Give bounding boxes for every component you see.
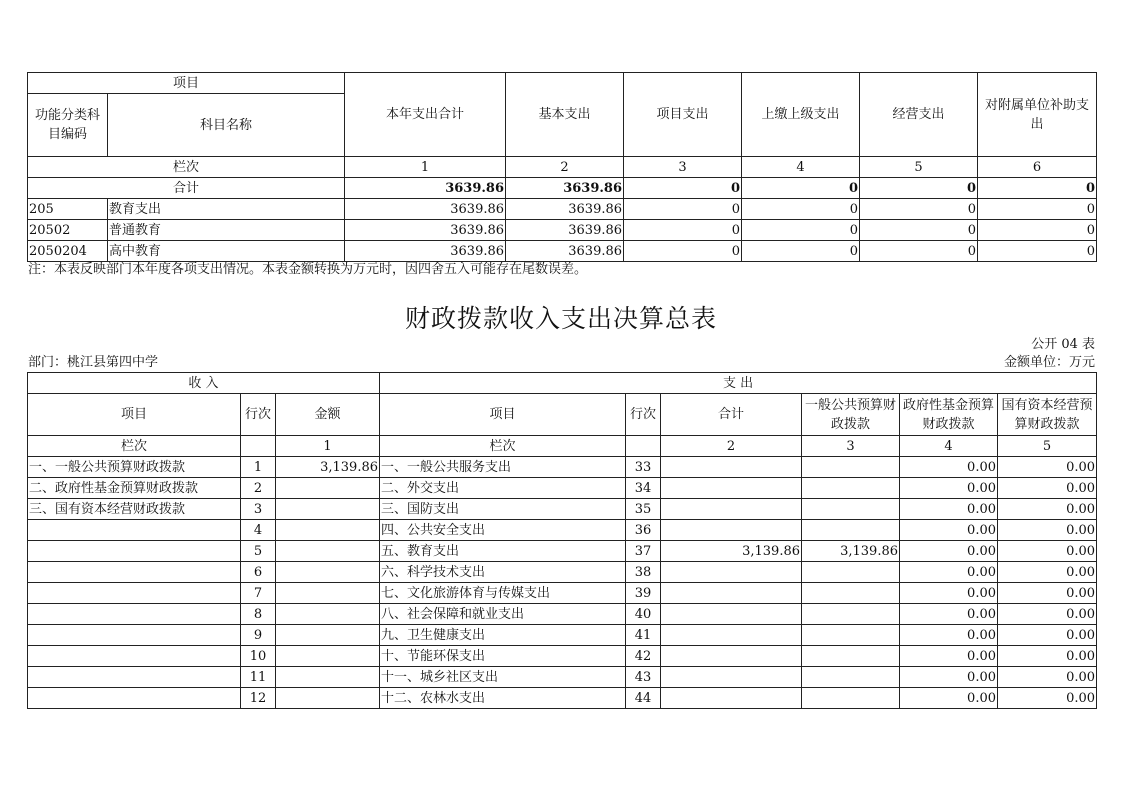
row-value: 0 bbox=[978, 220, 1097, 241]
income-item bbox=[28, 625, 241, 646]
header-subject-name: 科目名称 bbox=[108, 94, 345, 157]
income-amount bbox=[276, 562, 380, 583]
row-value: 0 bbox=[978, 241, 1097, 262]
general-budget-value bbox=[802, 688, 900, 709]
income-amount bbox=[276, 625, 380, 646]
header-income-item: 项目 bbox=[28, 394, 241, 436]
income-amount bbox=[276, 583, 380, 604]
gov-fund-value: 0.00 bbox=[900, 583, 998, 604]
general-budget-value bbox=[802, 478, 900, 499]
row-value: 0 bbox=[742, 220, 860, 241]
row-name: 教育支出 bbox=[108, 199, 345, 220]
table-note: 注：本表反映部门本年度各项支出情况。本表金额转换为万元时，因四舍五入可能存在尾数误差。 bbox=[28, 262, 588, 277]
column-number: 1 bbox=[345, 157, 506, 178]
income-line: 1 bbox=[241, 457, 276, 478]
row-code: 205 bbox=[28, 199, 108, 220]
general-budget-value bbox=[802, 457, 900, 478]
state-capital-value: 0.00 bbox=[998, 688, 1097, 709]
general-budget-value bbox=[802, 520, 900, 541]
expense-item: 八、社会保障和就业支出 bbox=[380, 604, 626, 625]
header-expense-total: 合计 bbox=[661, 394, 802, 436]
income-amount bbox=[276, 520, 380, 541]
income-amount bbox=[276, 499, 380, 520]
row-name: 高中教育 bbox=[108, 241, 345, 262]
general-budget-value bbox=[802, 499, 900, 520]
row-value: 3639.86 bbox=[506, 241, 624, 262]
table-row bbox=[28, 646, 1097, 667]
state-capital-value: 0.00 bbox=[998, 625, 1097, 646]
expense-line: 44 bbox=[626, 688, 661, 709]
general-budget-value bbox=[802, 646, 900, 667]
header-state-capital: 国有资本经营预算财政拨款 bbox=[998, 394, 1097, 436]
table-row bbox=[28, 688, 1097, 709]
total-value: 0 bbox=[978, 178, 1097, 199]
state-capital-value: 0.00 bbox=[998, 541, 1097, 562]
expense-total bbox=[661, 604, 802, 625]
expense-item: 九、卫生健康支出 bbox=[380, 625, 626, 646]
amount-unit-label: 金额单位：万元 bbox=[1003, 355, 1095, 370]
general-budget-value bbox=[802, 562, 900, 583]
expense-total: 3,139.86 bbox=[661, 541, 802, 562]
total-value: 0 bbox=[624, 178, 742, 199]
gov-fund-value: 0.00 bbox=[900, 688, 998, 709]
expense-line: 40 bbox=[626, 604, 661, 625]
gov-fund-value: 0.00 bbox=[900, 478, 998, 499]
expense-item: 二、外交支出 bbox=[380, 478, 626, 499]
row-value: 0 bbox=[860, 199, 978, 220]
total-value: 0 bbox=[742, 178, 860, 199]
gov-fund-value: 0.00 bbox=[900, 457, 998, 478]
income-item bbox=[28, 667, 241, 688]
row-value: 3639.86 bbox=[345, 220, 506, 241]
income-line: 12 bbox=[241, 688, 276, 709]
table-row bbox=[28, 583, 1097, 604]
income-line: 2 bbox=[241, 478, 276, 499]
row-value: 3639.86 bbox=[345, 199, 506, 220]
income-amount bbox=[276, 667, 380, 688]
table-row bbox=[28, 457, 1097, 478]
expense-line: 43 bbox=[626, 667, 661, 688]
total-value: 0 bbox=[860, 178, 978, 199]
gov-fund-value: 0.00 bbox=[900, 499, 998, 520]
table-row bbox=[28, 499, 1097, 520]
expense-item: 三、国防支出 bbox=[380, 499, 626, 520]
gov-fund-value: 0.00 bbox=[900, 625, 998, 646]
total-value: 3639.86 bbox=[345, 178, 506, 199]
header-col-project: 项目支出 bbox=[624, 73, 742, 157]
header-col-remit: 上缴上级支出 bbox=[742, 73, 860, 157]
column-number: 2 bbox=[661, 436, 802, 457]
expense-total bbox=[661, 688, 802, 709]
column-number: 6 bbox=[978, 157, 1097, 178]
income-item bbox=[28, 604, 241, 625]
income-line: 7 bbox=[241, 583, 276, 604]
table-row bbox=[28, 241, 1097, 262]
income-item: 三、国有资本经营财政拨款 bbox=[28, 499, 241, 520]
row-name: 普通教育 bbox=[108, 220, 345, 241]
state-capital-value: 0.00 bbox=[998, 646, 1097, 667]
table-row bbox=[28, 562, 1097, 583]
expense-total bbox=[661, 583, 802, 604]
total-label: 合计 bbox=[28, 178, 345, 199]
row-code: 2050204 bbox=[28, 241, 108, 262]
header-col-operating: 经营支出 bbox=[860, 73, 978, 157]
expense-item: 一、一般公共服务支出 bbox=[380, 457, 626, 478]
income-line: 8 bbox=[241, 604, 276, 625]
gov-fund-value: 0.00 bbox=[900, 646, 998, 667]
general-budget-value: 3,139.86 bbox=[802, 541, 900, 562]
header-expense-item: 项目 bbox=[380, 394, 626, 436]
income-line: 5 bbox=[241, 541, 276, 562]
row-value: 0 bbox=[742, 241, 860, 262]
expenditure-table bbox=[27, 72, 1097, 262]
row-value: 0 bbox=[860, 220, 978, 241]
expense-item: 七、文化旅游体育与传媒支出 bbox=[380, 583, 626, 604]
expense-line: 37 bbox=[626, 541, 661, 562]
gov-fund-value: 0.00 bbox=[900, 667, 998, 688]
income-item bbox=[28, 646, 241, 667]
expense-total bbox=[661, 457, 802, 478]
expense-item: 十一、城乡社区支出 bbox=[380, 667, 626, 688]
expense-line: 33 bbox=[626, 457, 661, 478]
row-value: 0 bbox=[860, 241, 978, 262]
income-line: 3 bbox=[241, 499, 276, 520]
table-row bbox=[28, 220, 1097, 241]
row-value: 0 bbox=[742, 199, 860, 220]
income-line: 11 bbox=[241, 667, 276, 688]
income-item bbox=[28, 583, 241, 604]
column-row-label: 栏次 bbox=[380, 436, 626, 457]
expense-item: 十二、农林水支出 bbox=[380, 688, 626, 709]
page-title: 财政拨款收入支出决算总表 bbox=[404, 304, 717, 333]
column-number: 5 bbox=[860, 157, 978, 178]
expense-total bbox=[661, 520, 802, 541]
state-capital-value: 0.00 bbox=[998, 562, 1097, 583]
fiscal-rows bbox=[28, 457, 1097, 709]
department-label: 部门：桃江县第四中学 bbox=[28, 355, 159, 370]
gov-fund-value: 0.00 bbox=[900, 604, 998, 625]
header-general-budget: 一般公共预算财政拨款 bbox=[802, 394, 900, 436]
income-amount bbox=[276, 478, 380, 499]
row-value: 0 bbox=[624, 241, 742, 262]
expense-line: 41 bbox=[626, 625, 661, 646]
gov-fund-value: 0.00 bbox=[900, 562, 998, 583]
expense-total bbox=[661, 625, 802, 646]
column-number: 1 bbox=[276, 436, 380, 457]
header-income-amount: 金额 bbox=[276, 394, 380, 436]
state-capital-value: 0.00 bbox=[998, 667, 1097, 688]
expense-total bbox=[661, 646, 802, 667]
state-capital-value: 0.00 bbox=[998, 457, 1097, 478]
form-code: 公开 04 表 bbox=[1031, 337, 1095, 352]
total-value: 3639.86 bbox=[506, 178, 624, 199]
column-number: 4 bbox=[742, 157, 860, 178]
row-code: 20502 bbox=[28, 220, 108, 241]
expense-line: 38 bbox=[626, 562, 661, 583]
expense-total bbox=[661, 667, 802, 688]
expense-line: 36 bbox=[626, 520, 661, 541]
income-item bbox=[28, 541, 241, 562]
expense-total bbox=[661, 478, 802, 499]
gov-fund-value: 0.00 bbox=[900, 520, 998, 541]
general-budget-value bbox=[802, 604, 900, 625]
expense-total bbox=[661, 499, 802, 520]
row-value: 3639.86 bbox=[345, 241, 506, 262]
empty-cell bbox=[241, 436, 276, 457]
column-number: 2 bbox=[506, 157, 624, 178]
general-budget-value bbox=[802, 583, 900, 604]
fiscal-summary-table bbox=[27, 372, 1097, 709]
general-budget-value bbox=[802, 667, 900, 688]
table-row bbox=[28, 604, 1097, 625]
column-number: 3 bbox=[624, 157, 742, 178]
expense-line: 42 bbox=[626, 646, 661, 667]
state-capital-value: 0.00 bbox=[998, 499, 1097, 520]
header-income-line: 行次 bbox=[241, 394, 276, 436]
header-expense-line: 行次 bbox=[626, 394, 661, 436]
expense-item: 十、节能环保支出 bbox=[380, 646, 626, 667]
expense-item: 四、公共安全支出 bbox=[380, 520, 626, 541]
row-value: 0 bbox=[624, 199, 742, 220]
header-col-basic: 基本支出 bbox=[506, 73, 624, 157]
total-row bbox=[28, 178, 1097, 199]
expense-line: 34 bbox=[626, 478, 661, 499]
expense-item: 五、教育支出 bbox=[380, 541, 626, 562]
income-item: 一、一般公共预算财政拨款 bbox=[28, 457, 241, 478]
income-item bbox=[28, 520, 241, 541]
table-row bbox=[28, 199, 1097, 220]
header-project: 项目 bbox=[28, 73, 345, 94]
row-value: 0 bbox=[978, 199, 1097, 220]
income-amount bbox=[276, 604, 380, 625]
empty-cell bbox=[626, 436, 661, 457]
income-line: 4 bbox=[241, 520, 276, 541]
expense-total bbox=[661, 562, 802, 583]
income-line: 10 bbox=[241, 646, 276, 667]
column-number: 4 bbox=[900, 436, 998, 457]
row-value: 0 bbox=[624, 220, 742, 241]
row-value: 3639.86 bbox=[506, 199, 624, 220]
header-col-subsidy: 对附属单位补助支出 bbox=[978, 73, 1097, 157]
expense-line: 39 bbox=[626, 583, 661, 604]
table-row bbox=[28, 478, 1097, 499]
header-gov-fund: 政府性基金预算财政拨款 bbox=[900, 394, 998, 436]
column-number: 5 bbox=[998, 436, 1097, 457]
expense-item: 六、科学技术支出 bbox=[380, 562, 626, 583]
income-amount: 3,139.86 bbox=[276, 457, 380, 478]
column-number: 3 bbox=[802, 436, 900, 457]
income-header: 收 入 bbox=[28, 373, 380, 394]
row-value: 3639.86 bbox=[506, 220, 624, 241]
column-row-label: 栏次 bbox=[28, 436, 241, 457]
income-amount bbox=[276, 541, 380, 562]
gov-fund-value: 0.00 bbox=[900, 541, 998, 562]
income-line: 9 bbox=[241, 625, 276, 646]
expense-header: 支 出 bbox=[380, 373, 1097, 394]
general-budget-value bbox=[802, 625, 900, 646]
table-row bbox=[28, 667, 1097, 688]
income-item: 二、政府性基金预算财政拨款 bbox=[28, 478, 241, 499]
income-item bbox=[28, 688, 241, 709]
table-row bbox=[28, 520, 1097, 541]
income-item bbox=[28, 562, 241, 583]
income-amount bbox=[276, 688, 380, 709]
table-row bbox=[28, 541, 1097, 562]
header-col-total: 本年支出合计 bbox=[345, 73, 506, 157]
state-capital-value: 0.00 bbox=[998, 520, 1097, 541]
income-line: 6 bbox=[241, 562, 276, 583]
state-capital-value: 0.00 bbox=[998, 478, 1097, 499]
header-func-code: 功能分类科目编码 bbox=[28, 94, 108, 157]
income-amount bbox=[276, 646, 380, 667]
table-row bbox=[28, 625, 1097, 646]
expense-line: 35 bbox=[626, 499, 661, 520]
column-row-label: 栏次 bbox=[28, 157, 345, 178]
state-capital-value: 0.00 bbox=[998, 604, 1097, 625]
state-capital-value: 0.00 bbox=[998, 583, 1097, 604]
